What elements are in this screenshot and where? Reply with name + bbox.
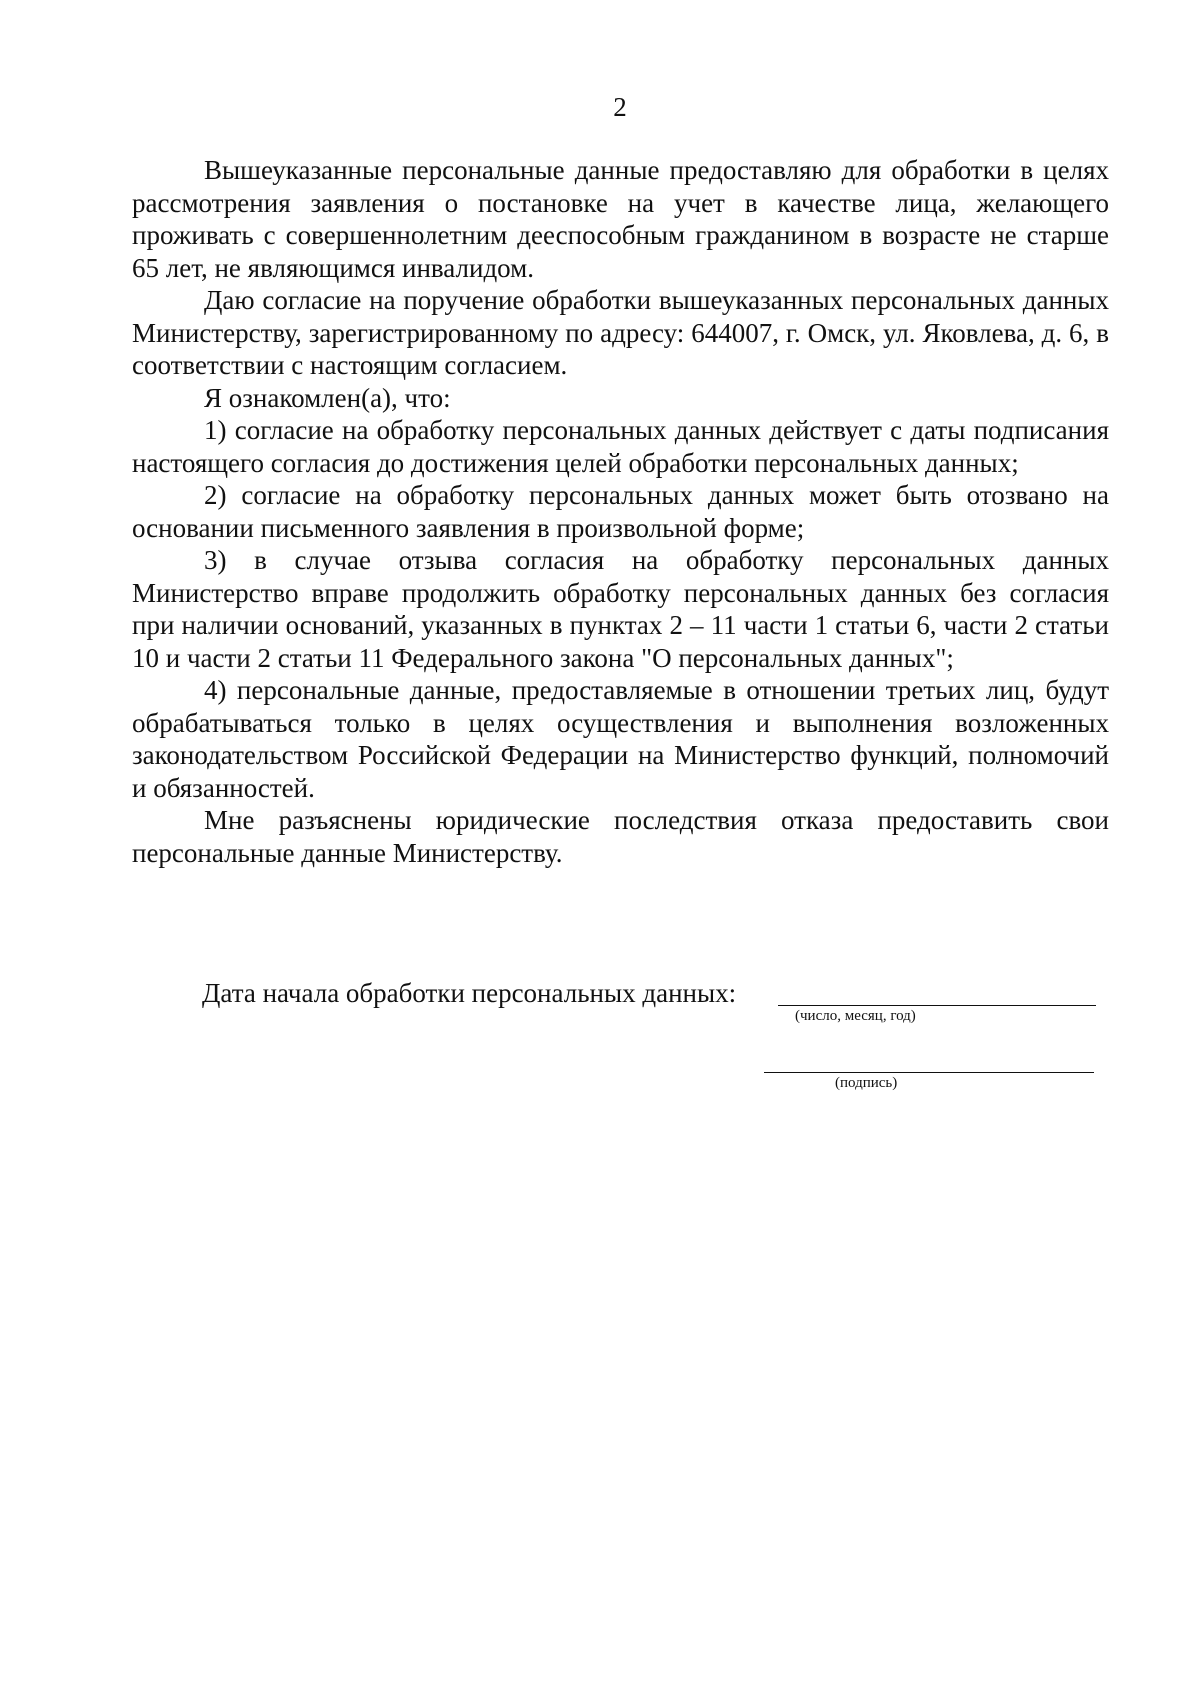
list-item-revocation: 2) согласие на обработку персональных данных может быть отозвано на основании письменного заявления в произвольной форме;: [132, 480, 1109, 543]
list-item-continued-processing: 3) в случае отзыва согласия на обработку персональных данных Министерство вправе продолжить обработку персональных данных без согласия при наличии оснований, указанных в пунктах 2 – 11 части 1 статьи 6, части 2 статьи 10 и части 2 статьи 11 Федерального закона "О персональных данных";: [132, 545, 1109, 673]
paragraph-delegation: Даю согласие на поручение обработки вышеуказанных персональных данных Министерству, зарегистрированному по адресу: 644007, г. Омск, ул. Яковлева, д. 6, в соответствии с настоящим согласием.: [132, 285, 1109, 380]
date-label: Дата начала обработки персональных данных:: [202, 978, 737, 1008]
list-item-validity: 1) согласие на обработку персональных данных действует с даты подписания настоящего согласия до достижения целей обработки персональных данных;: [132, 415, 1109, 478]
paragraph-purpose: Вышеуказанные персональные данные предоставляю для обработки в целях рассмотрения заявления о постановке на учет в качестве лица, желающего проживать с совершеннолетним дееспособным гражданином в возрасте не старше 65 лет, не являющимся инвалидом.: [132, 155, 1109, 283]
paragraph-consequences: Мне разъяснены юридические последствия отказа предоставить свои персональные данные Министерству.: [132, 805, 1109, 868]
list-item-third-parties: 4) персональные данные, предоставляемые в отношении третьих лиц, будут обрабатываться только в целях осуществления и выполнения возложенных законодательством Российской Федерации на Министерство функций, полномочий и обязанностей.: [132, 675, 1109, 803]
signature-caption: (подпись): [835, 1075, 898, 1091]
paragraph-acknowledgement: Я ознакомлен(а), что:: [204, 382, 451, 413]
consent-body: [132, 154, 1109, 869]
signature-blank-line[interactable]: [764, 1072, 1094, 1073]
date-caption: (число, месяц, год): [795, 1008, 916, 1024]
page-number: 2: [613, 92, 627, 122]
date-blank-line[interactable]: [778, 1005, 1096, 1006]
